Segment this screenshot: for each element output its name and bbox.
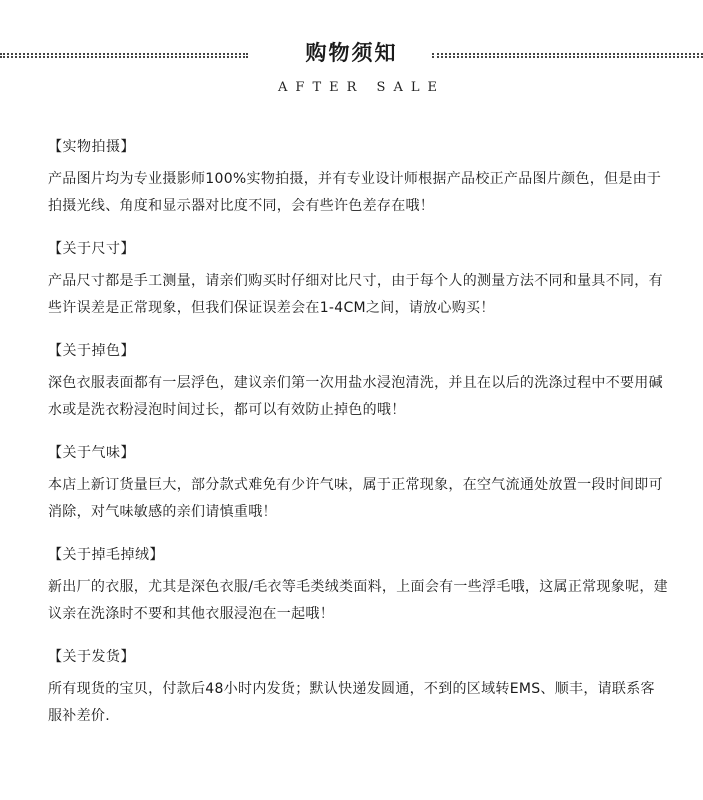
section-heading: 【关于掉色】 xyxy=(48,343,135,359)
section-text: 本店上新订货量巨大，部分款式难免有少许气味，属于正常现象，在空气流通处放置一段时间即可消除，对气味敏感的亲们请慎重哦！ xyxy=(48,477,663,520)
page-header xyxy=(0,0,703,110)
section-heading: 【关于掉毛掉绒】 xyxy=(48,547,164,563)
section-text: 新出厂的衣服，尤其是深色衣服/毛衣等毛类绒类面料，上面会有一些浮毛哦，这属正常现象呢，建议亲在洗涤时不要和其他衣服浸泡在一起哦！ xyxy=(48,579,668,622)
section-heading: 【关于气味】 xyxy=(48,445,135,461)
page-title: 购物须知 xyxy=(305,41,398,65)
section-text: 深色衣服表面都有一层浮色，建议亲们第一次用盐水浸泡清洗，并且在以后的洗涤过程中不要用碱水或是洗衣粉浸泡时间过长，都可以有效防止掉色的哦！ xyxy=(48,375,663,418)
section-text: 所有现货的宝贝，付款后48小时内发货；默认快递发圆通，不到的区域转EMS、顺丰，请联系客服补差价. xyxy=(48,681,655,724)
section-heading: 【实物拍摄】 xyxy=(48,139,135,155)
page-subtitle: AFTER SALE xyxy=(278,80,445,95)
section-shipping xyxy=(48,646,668,748)
section-heading: 【关于发货】 xyxy=(48,649,135,665)
section-text: 产品图片均为专业摄影师100%实物拍摄，并有专业设计师根据产品校正产品图片颜色，但是由于拍摄光线、角度和显示器对比度不同，会有些许色差存在哦！ xyxy=(48,171,662,214)
section-text: 产品尺寸都是手工测量，请亲们购买时仔细对比尺寸，由于每个人的测量方法不同和量具不同，有些许误差是正常现象，但我们保证误差会在1-4CM之间，请放心购买！ xyxy=(48,273,663,316)
section-heading: 【关于尺寸】 xyxy=(48,241,135,257)
right-dotted-divider xyxy=(432,53,703,58)
section-photography xyxy=(48,136,668,238)
section-size xyxy=(48,238,668,340)
notice-content xyxy=(48,136,668,748)
section-shedding xyxy=(48,544,668,646)
section-fading xyxy=(48,340,668,442)
section-odor xyxy=(48,442,668,544)
